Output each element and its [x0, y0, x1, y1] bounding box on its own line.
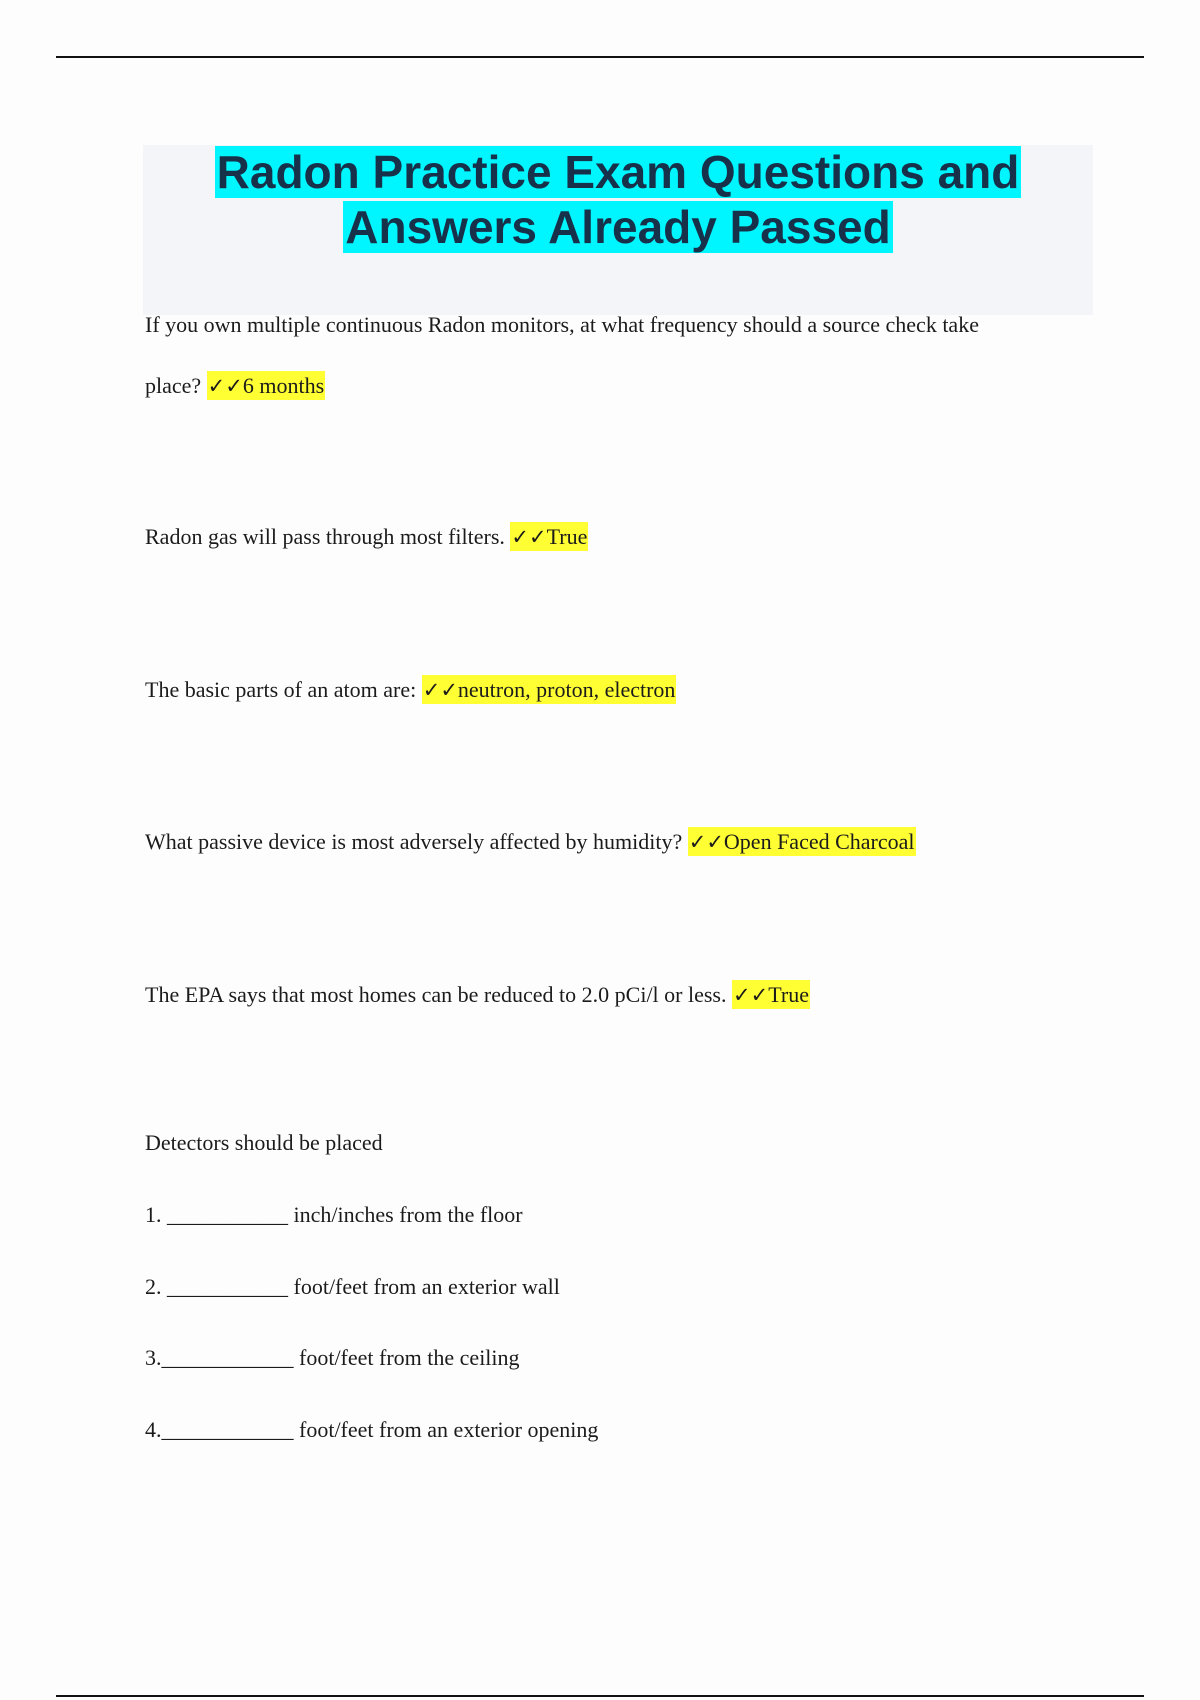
double-check-icon: ✓✓ — [207, 374, 243, 398]
question-2-text: Radon gas will pass through most filters. — [145, 524, 505, 549]
question-2-answer — [510, 522, 588, 551]
question-4-answer — [688, 827, 916, 856]
double-check-icon: ✓✓ — [688, 830, 724, 854]
detector-item-3: 3.____________ foot/feet from the ceiling — [145, 1345, 520, 1370]
title-line-1: Radon Practice Exam Questions and — [216, 146, 1020, 198]
question-3-text: The basic parts of an atom are: — [145, 677, 417, 702]
question-3 — [145, 677, 676, 703]
detectors-intro: Detectors should be placed — [145, 1130, 383, 1155]
question-1-line-2 — [145, 373, 325, 399]
question-1-answer — [207, 371, 326, 400]
detector-item-2: 2. ___________ foot/feet from an exterior wall — [145, 1274, 560, 1299]
detector-item-4: 4.____________ foot/feet from an exterior opening — [145, 1417, 599, 1442]
question-5-answer — [732, 980, 810, 1009]
question-5-text: The EPA says that most homes can be reduced to 2.0 pCi/l or less. — [145, 982, 727, 1007]
question-4-text: What passive device is most adversely affected by humidity? — [145, 829, 683, 854]
title-line-2: Answers Already Passed — [345, 201, 891, 253]
question-1-text: place? — [145, 373, 202, 398]
double-check-icon: ✓✓ — [733, 983, 769, 1007]
question-1-line-1: If you own multiple continuous Radon monitors, at what frequency should a source check take — [145, 312, 979, 337]
double-check-icon: ✓✓ — [511, 525, 547, 549]
answer-text: 6 months — [242, 373, 325, 398]
answer-text: neutron, proton, electron — [457, 677, 676, 702]
double-check-icon: ✓✓ — [422, 678, 458, 702]
question-2 — [145, 524, 588, 550]
page-title — [143, 145, 1093, 255]
bottom-rule — [56, 1695, 1144, 1697]
detector-item-1: 1. ___________ inch/inches from the floor — [145, 1202, 523, 1227]
answer-text: Open Faced Charcoal — [723, 829, 915, 854]
answer-text: True — [768, 982, 809, 1007]
question-5 — [145, 982, 810, 1008]
answer-text: True — [546, 524, 588, 549]
title-box — [143, 145, 1093, 315]
question-4 — [145, 829, 916, 855]
top-rule — [56, 56, 1144, 58]
question-3-answer — [422, 675, 677, 704]
